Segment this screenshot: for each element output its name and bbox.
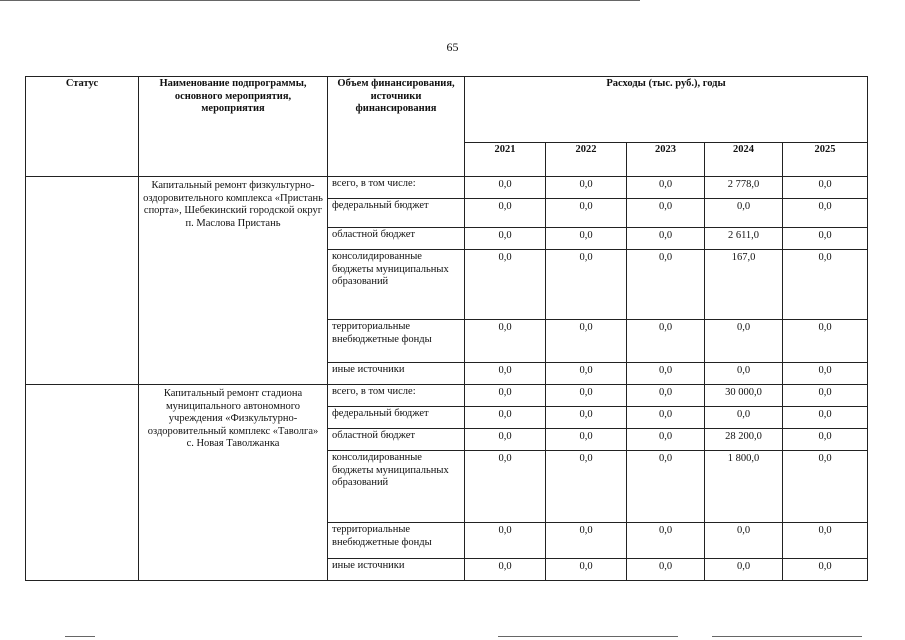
value-cell: 0,0: [546, 429, 627, 451]
bottom-scan-line: [65, 636, 95, 637]
value-cell: 0,0: [546, 177, 627, 199]
value-cell: 0,0: [465, 228, 546, 250]
value-cell: 0,0: [627, 320, 705, 363]
year-header: 2023: [627, 143, 705, 177]
value-cell: 30 000,0: [705, 385, 783, 407]
funding-source-cell: всего, в том числе:: [328, 177, 465, 199]
value-cell: 0,0: [705, 523, 783, 559]
funding-source-cell: территориальные внебюджетные фонды: [328, 320, 465, 363]
activity-name-cell: Капитальный ремонт стадиона муниципального автономного учреждения «Физкультурно-оздоровительный комплекс «Таволга» с. Новая Таволжанка: [139, 385, 328, 581]
value-cell: 0,0: [465, 559, 546, 581]
value-cell: 0,0: [783, 320, 868, 363]
value-cell: 0,0: [465, 407, 546, 429]
value-cell: 0,0: [627, 228, 705, 250]
funding-source-cell: федеральный бюджет: [328, 199, 465, 228]
value-cell: 0,0: [546, 228, 627, 250]
finance-table: [25, 76, 868, 581]
value-cell: 0,0: [705, 363, 783, 385]
value-cell: 0,0: [465, 199, 546, 228]
value-cell: 0,0: [705, 320, 783, 363]
value-cell: 0,0: [546, 385, 627, 407]
funding-source-cell: консолидированные бюджеты муниципальных образований: [328, 451, 465, 523]
value-cell: 0,0: [465, 177, 546, 199]
top-scan-line: [0, 0, 640, 1]
value-cell: 0,0: [705, 407, 783, 429]
value-cell: 0,0: [783, 250, 868, 320]
value-cell: 0,0: [465, 385, 546, 407]
value-cell: 0,0: [465, 451, 546, 523]
value-cell: 0,0: [627, 559, 705, 581]
value-cell: 28 200,0: [705, 429, 783, 451]
table-row: [26, 385, 868, 407]
page-number: 65: [446, 40, 459, 54]
value-cell: 0,0: [627, 363, 705, 385]
activity-name-cell: Капитальный ремонт физкультурно-оздоровительного комплекса «Пристань спорта», Шебекинский городской округ п. Маслова Пристань: [139, 177, 328, 385]
year-header: 2025: [783, 143, 868, 177]
value-cell: 0,0: [465, 320, 546, 363]
value-cell: 0,0: [546, 407, 627, 429]
table-row: [26, 177, 868, 199]
year-header: 2022: [546, 143, 627, 177]
value-cell: 0,0: [627, 177, 705, 199]
value-cell: 0,0: [627, 429, 705, 451]
value-cell: 0,0: [627, 451, 705, 523]
value-cell: 0,0: [783, 385, 868, 407]
value-cell: 0,0: [627, 407, 705, 429]
funding-source-cell: областной бюджет: [328, 429, 465, 451]
header-status: Статус: [26, 77, 139, 177]
value-cell: 0,0: [783, 228, 868, 250]
value-cell: 0,0: [546, 559, 627, 581]
funding-source-cell: областной бюджет: [328, 228, 465, 250]
bottom-scan-line: [498, 636, 678, 637]
funding-source-cell: консолидированные бюджеты муниципальных образований: [328, 250, 465, 320]
value-cell: 0,0: [783, 407, 868, 429]
value-cell: 0,0: [783, 177, 868, 199]
value-cell: 0,0: [465, 523, 546, 559]
value-cell: 0,0: [546, 363, 627, 385]
value-cell: 0,0: [465, 429, 546, 451]
value-cell: 0,0: [546, 320, 627, 363]
value-cell: 0,0: [627, 250, 705, 320]
value-cell: 1 800,0: [705, 451, 783, 523]
status-cell: [26, 385, 139, 581]
value-cell: 2 778,0: [705, 177, 783, 199]
year-header: 2024: [705, 143, 783, 177]
value-cell: 0,0: [465, 363, 546, 385]
funding-source-cell: иные источники: [328, 559, 465, 581]
value-cell: 2 611,0: [705, 228, 783, 250]
value-cell: 0,0: [546, 199, 627, 228]
status-cell: [26, 177, 139, 385]
value-cell: 0,0: [627, 523, 705, 559]
funding-source-cell: территориальные внебюджетные фонды: [328, 523, 465, 559]
value-cell: 0,0: [783, 451, 868, 523]
value-cell: 0,0: [705, 559, 783, 581]
value-cell: 167,0: [705, 250, 783, 320]
value-cell: 0,0: [546, 250, 627, 320]
value-cell: 0,0: [627, 199, 705, 228]
value-cell: 0,0: [546, 451, 627, 523]
header-expenses: Расходы (тыс. руб.), годы: [465, 77, 868, 143]
value-cell: 0,0: [783, 429, 868, 451]
value-cell: 0,0: [783, 523, 868, 559]
funding-source-cell: иные источники: [328, 363, 465, 385]
header-name: Наименование подпрограммы, основного мероприятия, мероприятия: [139, 77, 328, 177]
value-cell: 0,0: [783, 199, 868, 228]
value-cell: 0,0: [627, 385, 705, 407]
funding-source-cell: федеральный бюджет: [328, 407, 465, 429]
value-cell: 0,0: [783, 559, 868, 581]
value-cell: 0,0: [705, 199, 783, 228]
bottom-scan-line: [712, 636, 862, 637]
funding-source-cell: всего, в том числе:: [328, 385, 465, 407]
year-header: 2021: [465, 143, 546, 177]
value-cell: 0,0: [465, 250, 546, 320]
value-cell: 0,0: [783, 363, 868, 385]
value-cell: 0,0: [546, 523, 627, 559]
header-volume: Объем финансирования, источники финансирования: [328, 77, 465, 177]
